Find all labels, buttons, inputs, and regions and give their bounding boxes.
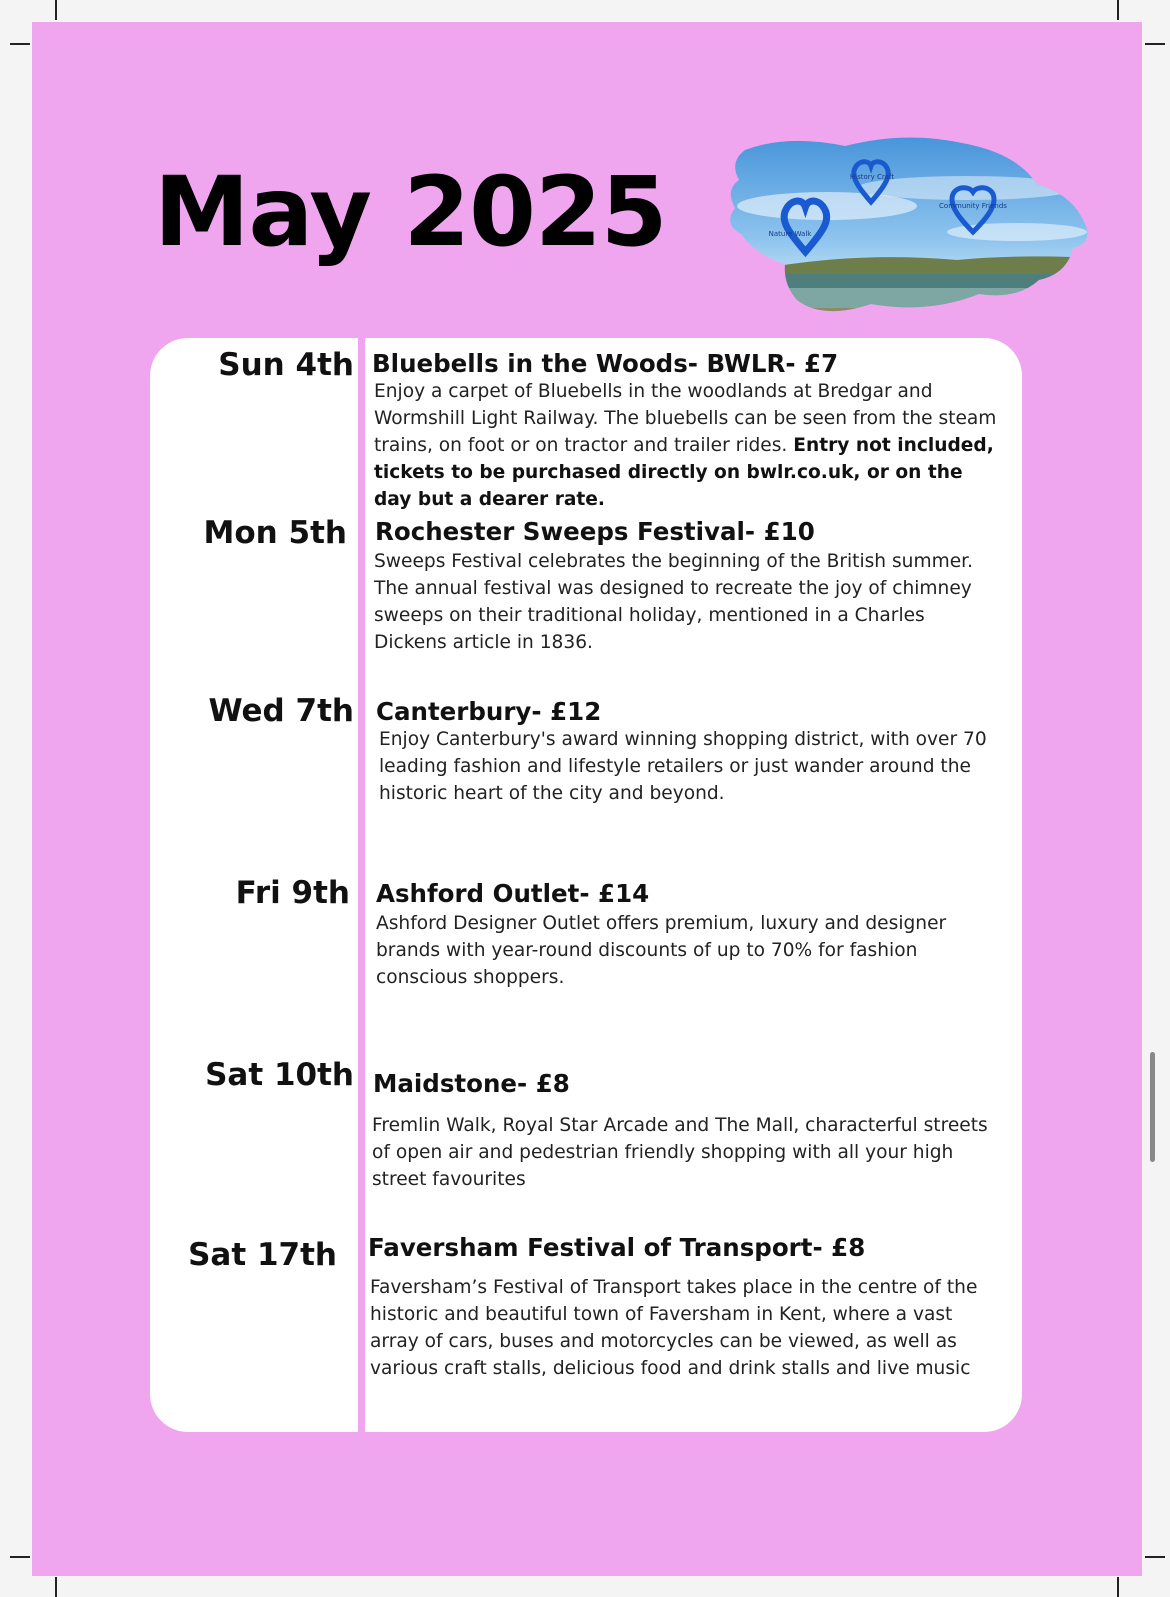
landscape-logo [717, 124, 1097, 334]
event-note: Entry not included, tickets to be purchased directly on bwlr.co.uk, or on the day but a dearer rate. [374, 435, 994, 510]
crop-mark [55, 1577, 57, 1597]
page-title: May 2025 [154, 156, 667, 268]
event-date: Mon 5th [203, 515, 347, 551]
event-date: Sun 4th [218, 347, 354, 383]
event-title: Ashford Outlet- £14 [376, 879, 650, 908]
event-description: Ashford Designer Outlet offers premium, luxury and designer brands with year-round discounts of up to 70% for fashion conscious shoppers. [376, 913, 947, 988]
crop-mark [10, 1556, 30, 1558]
event-date: Sat 17th [188, 1237, 337, 1273]
event-title: Maidstone- £8 [373, 1069, 570, 1098]
scroll-indicator[interactable] [1150, 1052, 1155, 1162]
event-description: Faversham’s Festival of Transport takes place in the centre of the historic and beautiful town of Faversham in Kent, where a vast array of cars, buses and motorcycles can be viewed, as well as various craft stalls, delicious food and drink stalls and live music [370, 1277, 978, 1379]
event-description: Fremlin Walk, Royal Star Arcade and The Mall, characterful streets of open air and pedestrian friendly shopping with all your high street favourites [372, 1115, 988, 1190]
crop-mark [1117, 1577, 1119, 1597]
logo-text-history: History Craft [849, 173, 895, 181]
flyer-page [32, 22, 1142, 1576]
column-divider [358, 338, 365, 1432]
crop-mark [10, 43, 30, 45]
event-title: Canterbury- £12 [376, 697, 602, 726]
event-date: Fri 9th [235, 875, 350, 911]
logo-text-community: Community Friends [939, 202, 1007, 210]
event-title: Rochester Sweeps Festival- £10 [375, 517, 815, 546]
events-card [150, 338, 1022, 1432]
crop-mark [1117, 0, 1119, 20]
event-description: Sweeps Festival celebrates the beginning of the British summer. The annual festival was designed to recreate the joy of chimney sweeps on their traditional holiday, mentioned in a Charles Dickens article in 1836. [374, 551, 973, 653]
event-date: Wed 7th [208, 693, 354, 729]
event-title: Faversham Festival of Transport- £8 [368, 1233, 866, 1262]
logo-text-nature: Nature Walk [768, 230, 812, 238]
crop-mark [1145, 43, 1165, 45]
crop-mark [55, 0, 57, 20]
event-title: Bluebells in the Woods- BWLR- £7 [372, 349, 839, 378]
event-description-text: Enjoy a carpet of Bluebells in the woodlands at Bredgar and Wormshill Light Railway. The bluebells can be seen from the steam trains, on foot or on tractor and trailer rides. [374, 381, 997, 456]
event-description [374, 378, 1002, 513]
event-date: Sat 10th [205, 1057, 354, 1093]
event-description: Enjoy Canterbury's award winning shopping district, with over 70 leading fashion and lifestyle retailers or just wander around the historic heart of the city and beyond. [379, 729, 987, 804]
crop-mark [1145, 1556, 1165, 1558]
